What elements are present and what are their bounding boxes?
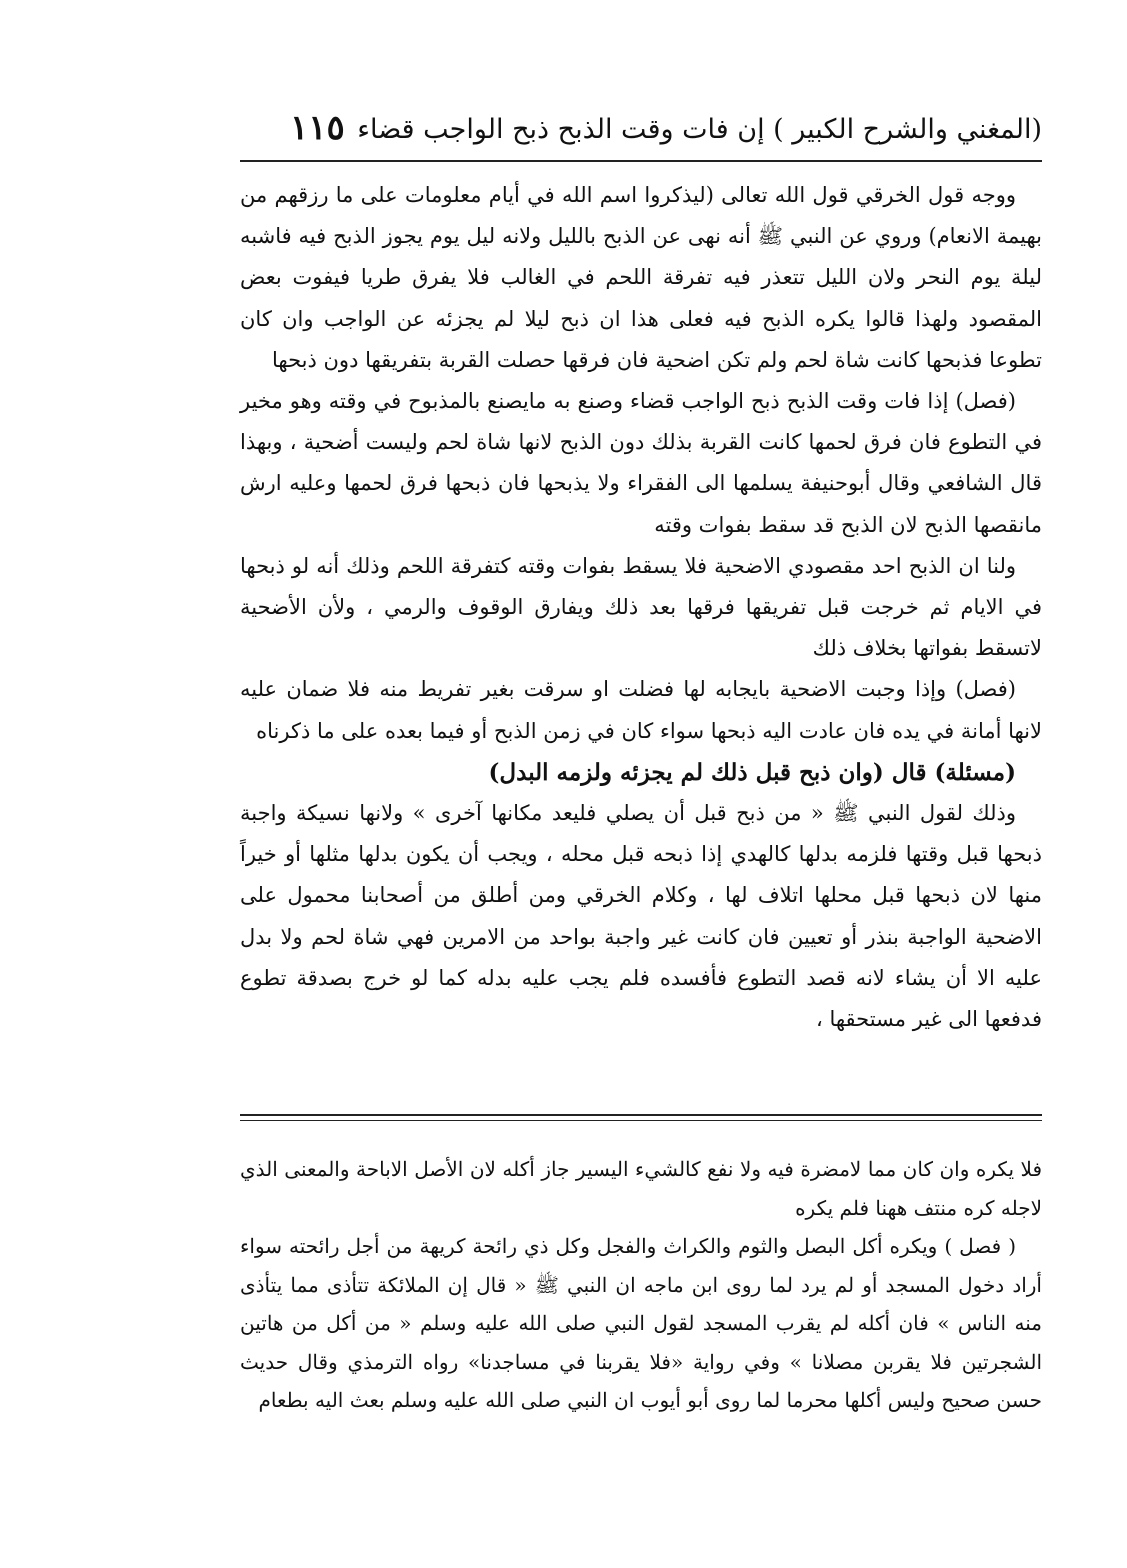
header-rule (240, 160, 1042, 162)
paragraph: ولنا ان الذبح احد مقصودي الاضحية فلا يسقط بفوات وقته كتفرقة اللحم وذلك أنه لو ذبحها في الايام ثم خرجت قبل تفريقها فرقها بعد ذلك ويفارق الوقوف والرمي ، ولأن الأضحية لاتسقط بفواتها بخلاف ذلك (240, 553, 1042, 661)
footnote-divider (240, 1114, 1042, 1121)
footnote-paragraph: فلا يكره وان كان مما لامضرة فيه ولا نفع كالشيء اليسير جاز أكله لان الأصل الاباحة والمعنى الذي لاجله كره منتف ههنا فلم يكره (240, 1157, 1042, 1220)
running-title: (المغني والشرح الكبير ) إن فات وقت الذبح ذبح الواجب قضاء (357, 114, 1042, 145)
paragraph: ووجه قول الخرقي قول الله تعالى (ليذكروا اسم الله في أيام معلومات على ما رزقهم من بهيمة الانعام) وروي عن النبي ﷺ أنه نهى عن الذبح بالليل ولانه ليل يوم يجوز الذبح فيه فاشبه ليلة يوم النحر ولان الليل تتعذر فيه تفرقة اللحم في الغالب فلا يفرق طريا فيفوت بعض المقصود ولهذا قالوا يكره الذبح فيه فعلى هذا ان ذبح ليلا لم يجزئه عن الواجب وان كان تطوعا فذبحها كانت شاة لحم ولم تكن اضحية فان فرقها حصلت القربة بتفريقها دون ذبحها (240, 183, 1042, 372)
footnote-text (240, 1150, 1042, 1420)
main-text (240, 175, 1042, 1040)
paragraph: وذلك لقول النبي ﷺ « من ذبح قبل أن يصلي فليعد مكانها آخرى » ولانها نسيكة واجبة ذبحها قبل وقتها فلزمه بدلها كالهدي إذا ذبحه قبل محله ، ويجب أن يكون بدلها مثلها أو خيراً منها لان ذبحها قبل محلها اتلاف لها ، وكلام الخرقي ومن أطلق من أصحابنا محمول على الاضحية الواجبة بنذر أو تعيين فان كانت غير واجبة بواحد من الامرين فهي شاة لحم ولا بدل عليه الا أن يشاء لانه قصد التطوع فأفسده فلم يجب عليه بدله كما لو خرج بصدقة تطوع فدفعها الى غير مستحقها ، (240, 801, 1042, 1032)
section-heading: (مسئلة) قال (وان ذبح قبل ذلك لم يجزئه ولزمه البدل) (488, 758, 1016, 786)
paragraph: (فصل) إذا فات وقت الذبح ذبح الواجب قضاء وصنع به مايصنع بالمذبوح في وقته وهو مخير في التطوع فان فرق لحمها كانت القربة بذلك دون الذبح لانها شاة لحم وليست أضحية ، وبهذا قال الشافعي وقال أبوحنيفة يسلمها الى الفقراء ولا يذبحها فان ذبحها فرق لحمها وعليه ارش مانقصها الذبح لان الذبح قد سقط بفوات وقته (240, 389, 1042, 537)
page-header (240, 108, 1042, 158)
paragraph: (فصل) وإذا وجبت الاضحية بايجابه لها فضلت او سرقت بغير تفريط منه فلا ضمان عليه لانها أمانة في يده فان عادت اليه ذبحها سواء كان في زمن الذبح أو فيما بعده على ما ذكرناه (240, 677, 1042, 743)
footnote-paragraph: ( فصل ) ويكره أكل البصل والثوم والكراث والفجل وكل ذي رائحة كريهة من أجل رائحته سواء أراد دخول المسجد أو لم يرد لما روى ابن ماجه ان النبي ﷺ « قال إن الملائكة تتأذى مما يتأذى منه الناس » فان أكله لم يقرب المسجد لقول النبي صلى الله عليه وسلم « من أكل من هاتين الشجرتين فلا يقربن مصلانا » وفي رواية «فلا يقربنا في مساجدنا» رواه الترمذي وقال حديث حسن صحيح وليس أكلها محرما لما روى أبو أيوب ان النبي صلى الله عليه وسلم بعث اليه بطعام (240, 1234, 1042, 1412)
page-number: ١١٥ (290, 108, 345, 148)
